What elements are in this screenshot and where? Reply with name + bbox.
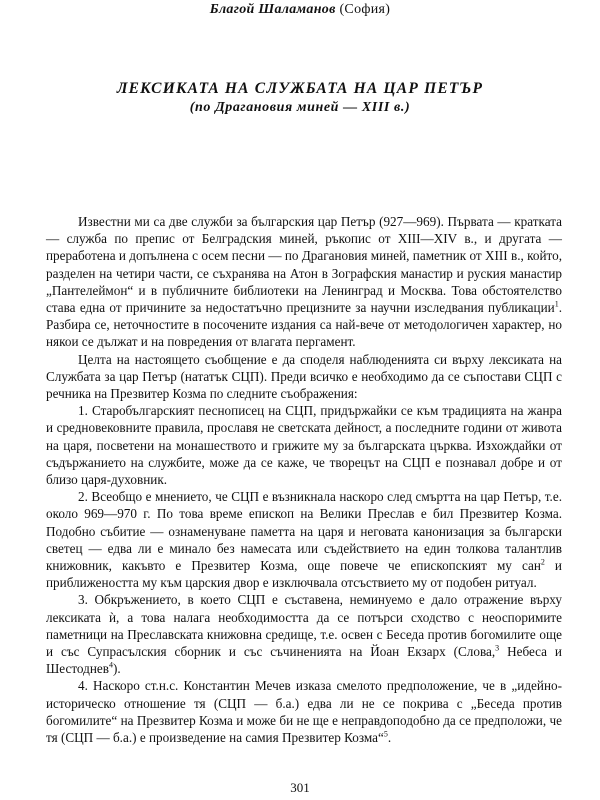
author-location: (София): [339, 2, 391, 17]
footnote-marker: 1: [554, 299, 559, 309]
footnote-marker: 4: [109, 660, 113, 670]
footnote-marker: 2: [540, 557, 545, 567]
article-body: [46, 213, 562, 746]
author-name: Благой Шаламанов: [209, 2, 336, 17]
page-number: 301: [290, 780, 310, 795]
paragraph-1: Известни ми са две служби за българския цар Петър (927—969). Първата — кратката — служба по препис от Белградския миней, ръкопис от XIII—XIV в., и другата — преработена и допълнена с осем песни — по Драгановия миней, паметник от XIII в., който, разделен на четири части, се съхранява на Атон в Зографския манастир и руския манастир „Пантелеймон“ и в публичните библиотеки на Ленинград и Москва. Това обстоятелство става една от причините за недостатъчно прецизните за научни изследвания публикации$^1$. Разбира се, неточностите в посочените издания са най-вече от методологичен характер, но някои се дължат и на повредения от влагата пергамент.: [46, 214, 562, 350]
paragraph-point-2: 2. Всеобщо е мнението, че СЦП е възникнала наскоро след смъртта на цар Петър, т.е. около 969—970 г. По това време епископ на Велики Преслав е бил Презвитер Козма. Подобно събитие — ознаменуване паметта на царя и неговата канонизация за български светец — едва ли е минало без намесата или съдействието на един толкова талантлив книжовник, какъвто е Презвитер Козма, още повече че епископският му сан$^2$ и приближеността му към царския двор е изключвала отсъствието му от подобен ритуал.: [46, 489, 562, 591]
paragraph-point-3: 3. Обкръжението, в което СЦП е съставена, неминуемо е дало отражение върху лексиката ѝ, а това налага необходимостта да се потърси сходство с неоспоримите паметници на Преславската книжовна средище, т.е. освен с Беседа против богомилите още и със Супрасълския сборник и със съчиненията на Йоан Екзарх (Слова,$^3$ Небеса и Шестоднев$^4$).: [46, 592, 562, 677]
paragraph-point-1: 1. Старобългарският песнописец на СЦП, придържайки се към традицията на жанра и средновековните правила, прославя не светската дейност, а последните години от живота на царя, посветени на монашеството и грижите му за българската църква. Изхождайки от съдържанието на службите, може да се каже, че творецът на СЦП е познавал добре и от близо царя-духовник.: [46, 403, 562, 488]
footnote-marker: 5: [383, 729, 388, 739]
author-line: [0, 2, 600, 18]
article-title: ЛЕКСИКАТА НА СЛУЖБАТА НА ЦАР ПЕТЪР: [116, 80, 484, 97]
paragraph-2: Целта на настоящето съобщение е да споделя наблюденията си върху лексиката на Службата за цар Петър (нататък СЦП). Преди всичко е необходимо да се съпостави СЦП с речника на Презвитер Козма по следните съображения:: [46, 351, 562, 402]
article-subtitle: (по Драгановия миней — XIII в.): [189, 100, 411, 115]
footnote-marker: 3: [495, 643, 500, 653]
paragraph-point-4: 4. Наскоро ст.н.с. Константин Мечев изказа смелото предположение, че в „идейно-историческо отношение тя (СЦП — б.а.) едва ли не се покрива с „Беседа против богомилите“ на Презвитер Козма и може би не ще е неправдоподобно да се предположи, че тя (СЦП — б.а.) е произведение на самия Презвитер Козма“$^5$.: [46, 678, 562, 746]
